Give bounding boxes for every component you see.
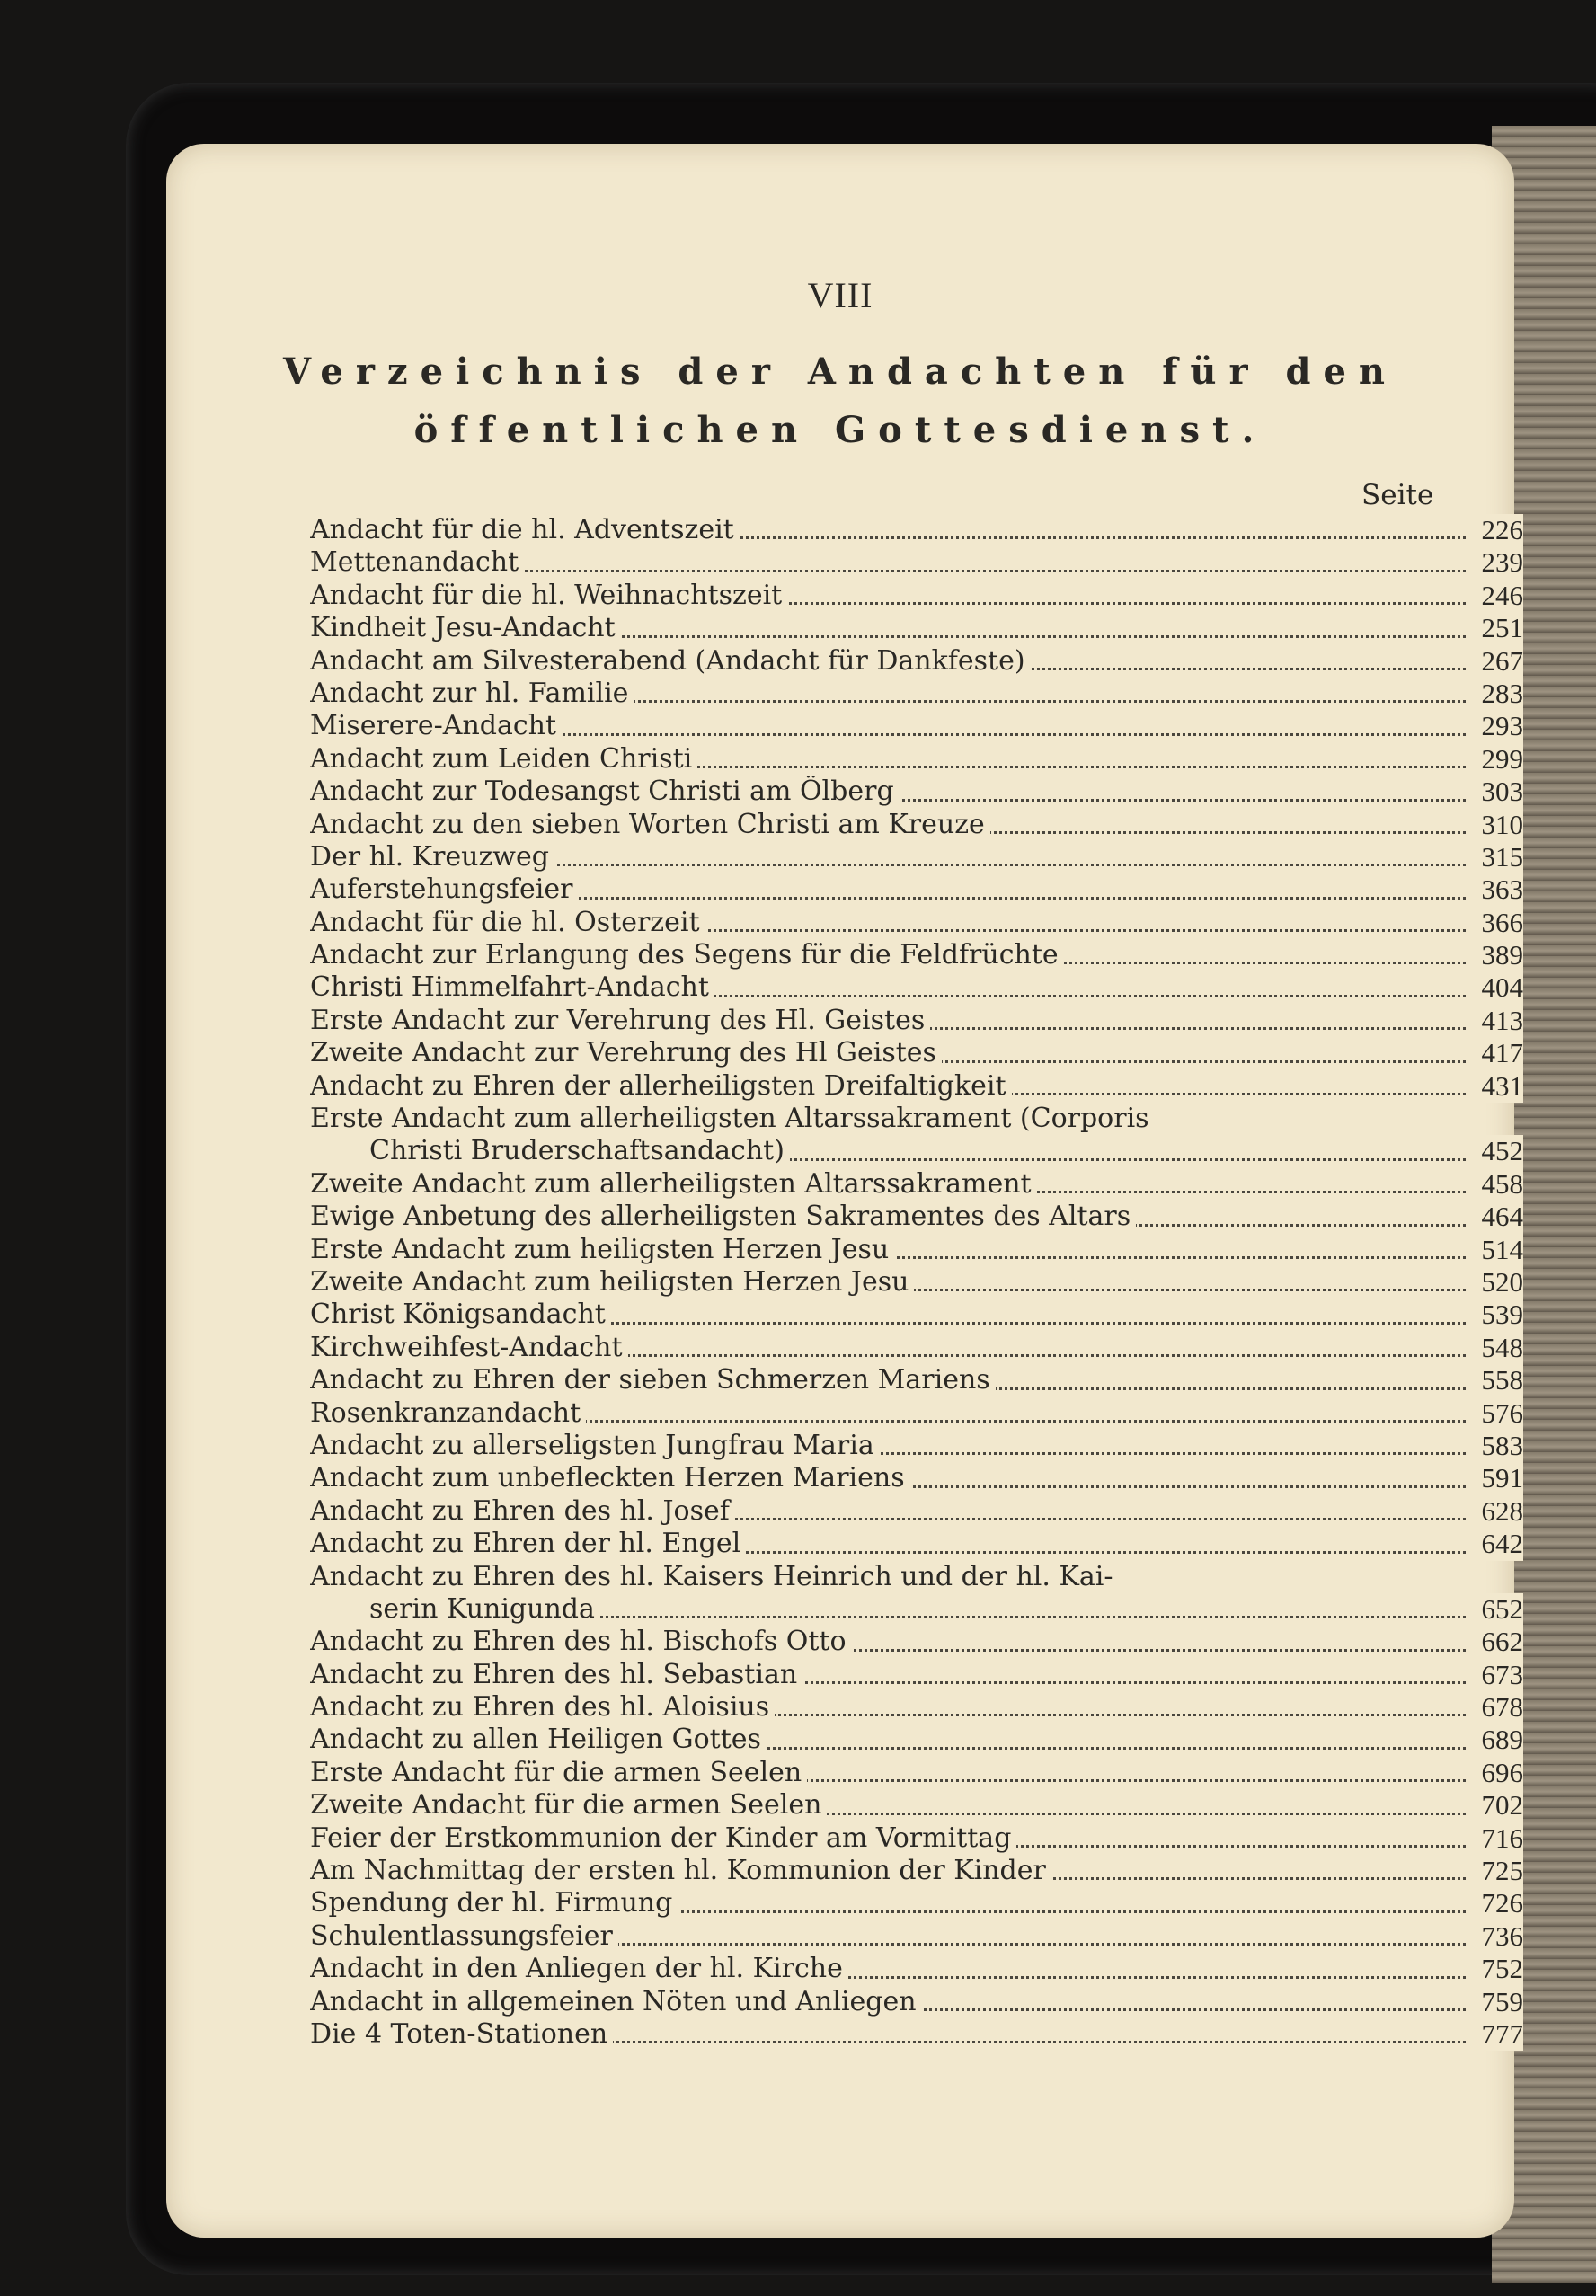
toc-entry — [310, 1659, 1523, 1691]
toc-entry-title: serin Kunigunda — [310, 1593, 600, 1625]
toc-entry-title: Andacht für die hl. Weihnachtszeit — [310, 580, 787, 611]
toc-entry — [310, 1691, 1523, 1724]
toc-entry-title: Am Nachmittag der ersten hl. Kommunion der Kinder — [310, 1855, 1051, 1886]
toc-entry-title: Andacht zu allen Heiligen Gottes — [310, 1724, 767, 1755]
page-number: VIII — [807, 275, 873, 315]
toc-entry — [310, 1593, 1523, 1626]
toc-entry-page: 283 — [1467, 678, 1523, 710]
toc-entry-page: 591 — [1467, 1462, 1523, 1494]
section-heading-line-2: öffentlichen Gottesdienst. — [413, 409, 1267, 451]
toc-entry-title: Andacht zu Ehren des hl. Josef — [310, 1495, 735, 1527]
toc-entry-title: Christ Königsandacht — [310, 1299, 611, 1330]
toc-entry-title: Andacht zu Ehren des hl. Kaisers Heinrich und der hl. Kai- — [310, 1561, 1118, 1592]
toc-entry-page: 689 — [1467, 1724, 1523, 1756]
toc-entry-title: Andacht in allgemeinen Nöten und Anliegen — [310, 1986, 922, 2017]
toc-entry — [310, 1364, 1523, 1396]
toc-entry-title: Miserere-Andacht — [310, 710, 562, 741]
toc-entry-title: Andacht zur hl. Familie — [310, 678, 634, 709]
toc-entry-title: Andacht zu Ehren des hl. Aloisius — [310, 1691, 775, 1723]
toc-entry — [310, 1234, 1523, 1266]
toc-entry-title: Erste Andacht für die armen Seelen — [310, 1757, 807, 1788]
toc-entry-title: Zweite Andacht zum allerheiligsten Altarssakrament — [310, 1168, 1037, 1200]
toc-entry — [310, 841, 1523, 873]
toc-entry — [310, 1822, 1523, 1855]
toc-entry-title: Kindheit Jesu-Andacht — [310, 612, 621, 643]
toc-entry-title: Andacht zu allerseligsten Jungfrau Maria — [310, 1430, 880, 1461]
toc-entry-title: Erste Andacht zur Verehrung des Hl. Geistes — [310, 1005, 930, 1036]
toc-entry-page: 726 — [1467, 1887, 1523, 1919]
toc-entry — [310, 678, 1523, 710]
toc-entry-page: 246 — [1467, 580, 1523, 612]
toc-entry-title: Andacht für die hl. Osterzeit — [310, 907, 705, 938]
toc-entry-page: 464 — [1467, 1201, 1523, 1233]
toc-entry-page: 716 — [1467, 1822, 1523, 1855]
toc-entry — [310, 1757, 1523, 1789]
toc-entry-page: 239 — [1467, 546, 1523, 579]
toc-entry — [310, 1332, 1523, 1364]
toc-entry-page: 267 — [1467, 645, 1523, 678]
toc-entry-page: 417 — [1467, 1037, 1523, 1069]
toc-entry — [310, 1953, 1523, 1985]
toc-entry-title: Auferstehungsfeier — [310, 873, 579, 905]
toc-entry-title: Erste Andacht zum heiligsten Herzen Jesu — [310, 1234, 894, 1265]
toc-entry-page: 628 — [1467, 1495, 1523, 1528]
toc-entry — [310, 1430, 1523, 1462]
toc-entry — [310, 710, 1523, 742]
toc-entry — [310, 1986, 1523, 2018]
toc-entry-title: Christi Bruderschaftsandacht) — [310, 1135, 790, 1166]
toc-entry-title: Andacht zur Erlangung des Segens für die Feldfrüchte — [310, 939, 1064, 971]
toc-entry — [310, 873, 1523, 906]
toc-entry-page: 576 — [1467, 1397, 1523, 1430]
toc-entry — [310, 1855, 1523, 1887]
toc-entry — [310, 1626, 1523, 1658]
toc-entry-page: 303 — [1467, 776, 1523, 808]
toc-entry-title: Andacht für die hl. Adventszeit — [310, 514, 740, 545]
page-column-header: Seite — [1361, 479, 1434, 511]
toc-entry-title: Andacht zu Ehren des hl. Bischofs Otto — [310, 1626, 852, 1657]
toc-entry — [310, 546, 1523, 579]
toc-entry-page: 548 — [1467, 1332, 1523, 1364]
toc-entry-title: Zweite Andacht zur Verehrung des Hl Geistes — [310, 1037, 942, 1068]
toc-entry — [310, 809, 1523, 841]
toc-entry-page: 431 — [1467, 1070, 1523, 1103]
toc-entry-page: 458 — [1467, 1168, 1523, 1201]
toc-entry-title: Der hl. Kreuzweg — [310, 841, 554, 873]
toc-entry-page: 293 — [1467, 710, 1523, 742]
toc-entry-title: Andacht zu Ehren der hl. Engel — [310, 1528, 746, 1559]
toc-entry — [310, 1005, 1523, 1037]
toc-entry-page: 514 — [1467, 1234, 1523, 1266]
toc-entry-page: 389 — [1467, 939, 1523, 971]
toc-entry — [310, 907, 1523, 939]
toc-entry-page: 725 — [1467, 1855, 1523, 1887]
toc-entry — [310, 1070, 1523, 1103]
toc-entry-page: 404 — [1467, 971, 1523, 1004]
toc-entry-page: 413 — [1467, 1005, 1523, 1037]
toc-entry-page: 583 — [1467, 1430, 1523, 1462]
toc-entry-page: 652 — [1467, 1593, 1523, 1626]
toc-entry-title: Andacht zu Ehren der sieben Schmerzen Mariens — [310, 1364, 996, 1396]
toc-entry — [310, 1135, 1523, 1167]
toc-entry — [310, 1266, 1523, 1299]
toc-entry — [310, 1495, 1523, 1528]
toc-entry — [310, 612, 1523, 644]
toc-entry-page: 539 — [1467, 1299, 1523, 1331]
toc-entry-page: 759 — [1467, 1986, 1523, 2018]
toc-entry-title: Andacht zu den sieben Worten Christi am Kreuze — [310, 809, 990, 840]
book-page — [166, 144, 1523, 2238]
toc-entry-title: Rosenkranzandacht — [310, 1397, 586, 1429]
toc-entry-page: 315 — [1467, 841, 1523, 873]
toc-entry-title: Andacht zum Leiden Christi — [310, 743, 697, 775]
toc-entry-page: 366 — [1467, 907, 1523, 939]
toc-entry — [310, 776, 1523, 808]
table-of-contents — [310, 514, 1523, 2051]
toc-entry-page: 678 — [1467, 1691, 1523, 1724]
toc-entry — [310, 939, 1523, 971]
toc-entry-title: Mettenandacht — [310, 546, 524, 578]
toc-entry — [310, 1168, 1523, 1201]
toc-entry-title: Die 4 Toten-Stationen — [310, 2018, 613, 2050]
toc-entry-title: Andacht zu Ehren des hl. Sebastian — [310, 1659, 802, 1690]
toc-entry — [310, 971, 1523, 1004]
toc-entry-title: Andacht am Silvesterabend (Andacht für Dankfeste) — [310, 645, 1031, 677]
toc-entry-page: 520 — [1467, 1266, 1523, 1299]
toc-entry-title: Erste Andacht zum allerheiligsten Altarssakrament (Corporis — [310, 1103, 1155, 1134]
toc-entry — [310, 1789, 1523, 1822]
toc-entry — [310, 1201, 1523, 1233]
toc-entry-page: 642 — [1467, 1528, 1523, 1560]
toc-entry-page: 251 — [1467, 612, 1523, 644]
toc-entry-title: Schulentlassungsfeier — [310, 1920, 618, 1952]
toc-entry — [310, 1462, 1523, 1494]
toc-entry-title: Kirchweihfest-Andacht — [310, 1332, 628, 1363]
toc-entry-title: Andacht in den Anliegen der hl. Kirche — [310, 1953, 848, 1984]
toc-entry-title: Andacht zum unbefleckten Herzen Mariens — [310, 1462, 910, 1494]
toc-entry — [310, 514, 1523, 546]
toc-entry-title: Spendung der hl. Firmung — [310, 1887, 678, 1919]
section-heading-line-1: Verzeichnis der Andachten für den — [283, 350, 1397, 393]
toc-entry-page: 226 — [1467, 514, 1523, 546]
toc-entry-title: Andacht zu Ehren der allerheiligsten Dreifaltigkeit — [310, 1070, 1012, 1102]
toc-entry-page: 662 — [1467, 1626, 1523, 1658]
toc-entry — [310, 1561, 1523, 1593]
toc-entry-page: 310 — [1467, 809, 1523, 841]
toc-entry-page: 702 — [1467, 1789, 1523, 1822]
toc-entry-page: 777 — [1467, 2018, 1523, 2051]
toc-entry — [310, 1103, 1523, 1135]
toc-entry-page: 452 — [1467, 1135, 1523, 1167]
toc-entry — [310, 743, 1523, 776]
toc-entry-page: 673 — [1467, 1659, 1523, 1691]
toc-entry — [310, 1037, 1523, 1069]
toc-entry — [310, 1724, 1523, 1756]
toc-entry — [310, 645, 1523, 678]
toc-entry-title: Zweite Andacht für die armen Seelen — [310, 1789, 827, 1821]
toc-entry — [310, 2018, 1523, 2051]
toc-entry-title: Zweite Andacht zum heiligsten Herzen Jesu — [310, 1266, 914, 1298]
toc-entry-page: 736 — [1467, 1920, 1523, 1953]
toc-entry-title: Christi Himmelfahrt-Andacht — [310, 971, 714, 1003]
toc-entry-title: Feier der Erstkommunion der Kinder am Vormittag — [310, 1822, 1016, 1854]
toc-entry — [310, 1920, 1523, 1953]
toc-entry-page: 299 — [1467, 743, 1523, 776]
toc-entry-page: 752 — [1467, 1953, 1523, 1985]
toc-entry-title: Ewige Anbetung des allerheiligsten Sakramentes des Altars — [310, 1201, 1136, 1232]
toc-entry — [310, 1528, 1523, 1560]
toc-entry — [310, 1397, 1523, 1430]
toc-entry — [310, 580, 1523, 612]
toc-entry — [310, 1887, 1523, 1919]
toc-entry-page: 558 — [1467, 1364, 1523, 1396]
toc-entry-page: 363 — [1467, 873, 1523, 906]
toc-entry-title: Andacht zur Todesangst Christi am Ölberg — [310, 776, 900, 807]
toc-entry-page: 696 — [1467, 1757, 1523, 1789]
toc-entry — [310, 1299, 1523, 1331]
